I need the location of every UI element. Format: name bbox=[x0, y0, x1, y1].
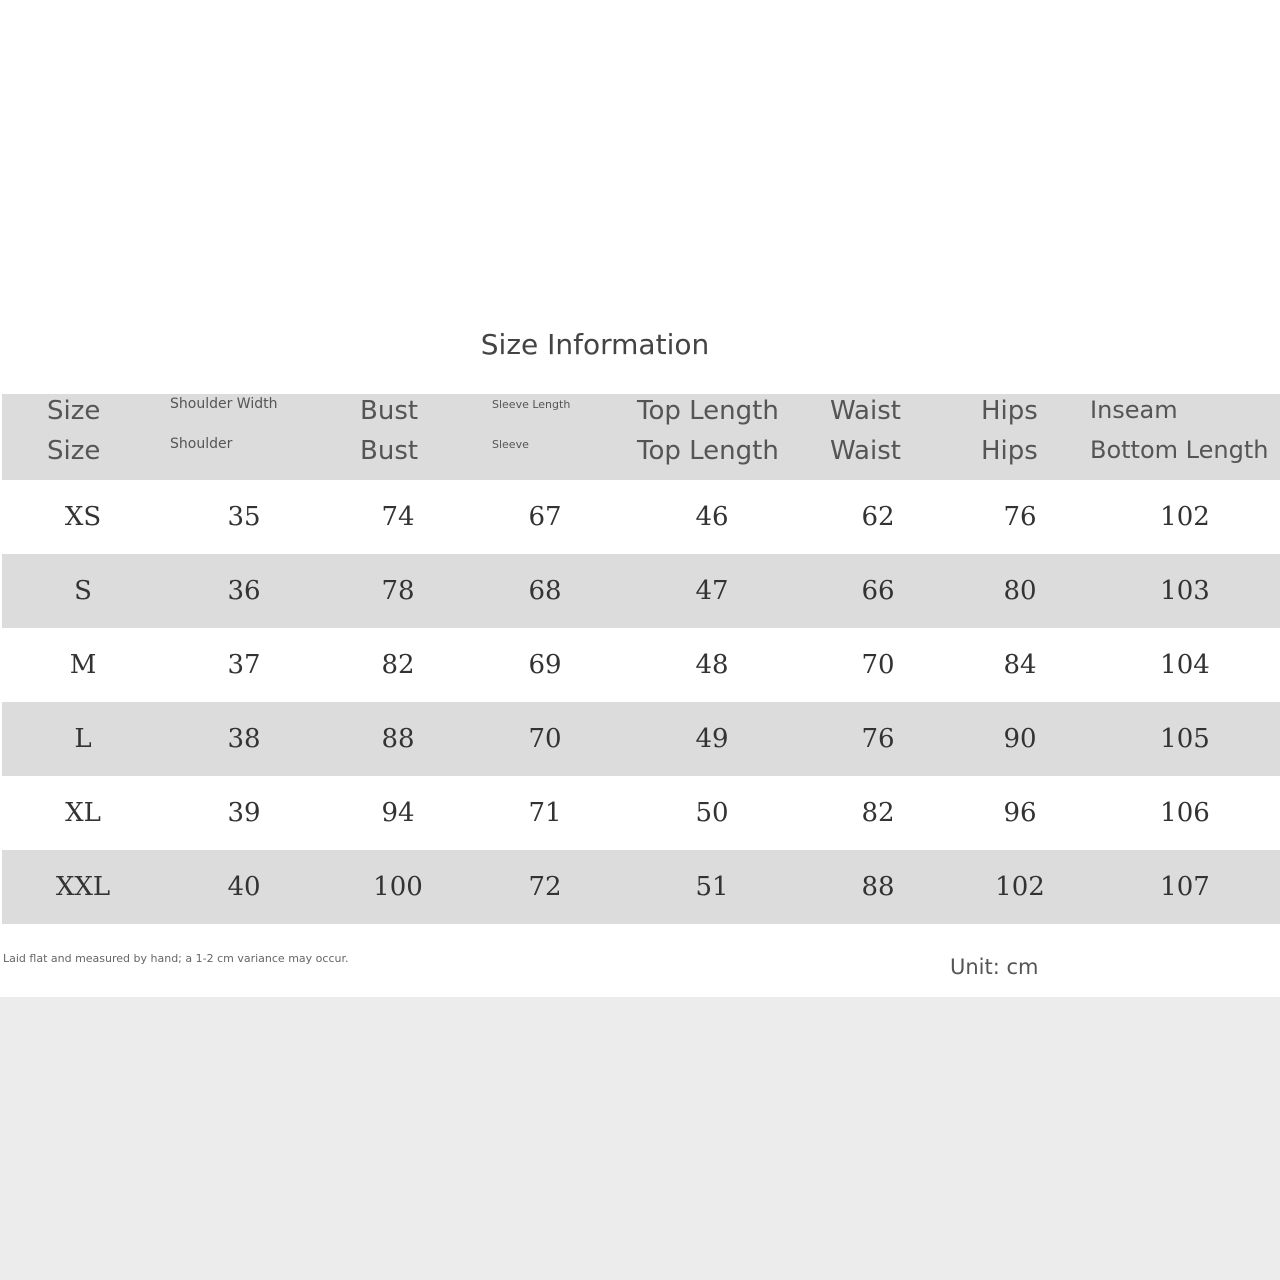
table-row bbox=[2, 480, 1280, 554]
cell-top-length: 47 bbox=[695, 576, 729, 606]
bottom-gray-area bbox=[0, 997, 1280, 1280]
cell-hips: 80 bbox=[1003, 576, 1037, 606]
header-line1: Waist bbox=[830, 396, 901, 426]
table-row bbox=[2, 776, 1280, 850]
cell-waist: 62 bbox=[861, 502, 895, 532]
header-line2: Bottom Length bbox=[1090, 436, 1269, 464]
header-line2: Hips bbox=[981, 436, 1038, 466]
cell-size: XL bbox=[65, 798, 101, 828]
header-line1: Shoulder Width bbox=[170, 396, 278, 412]
table-row bbox=[2, 554, 1280, 628]
cell-size: M bbox=[69, 650, 97, 680]
header-line2: Bust bbox=[360, 436, 419, 466]
cell-top-length: 49 bbox=[695, 724, 729, 754]
cell-waist: 76 bbox=[861, 724, 895, 754]
cell-sleeve: 68 bbox=[528, 576, 562, 606]
cell-shoulder: 35 bbox=[227, 502, 261, 532]
cell-sleeve: 69 bbox=[528, 650, 562, 680]
cell-top-length: 48 bbox=[695, 650, 729, 680]
cell-size: XS bbox=[64, 502, 102, 532]
cell-size: XXL bbox=[55, 872, 111, 902]
cell-top-length: 50 bbox=[695, 798, 729, 828]
table-header bbox=[2, 394, 1280, 480]
cell-size: S bbox=[74, 576, 92, 606]
cell-hips: 96 bbox=[1003, 798, 1037, 828]
header-line2: Top Length bbox=[637, 436, 779, 466]
table-row bbox=[2, 628, 1280, 702]
size-table bbox=[2, 394, 1280, 924]
cell-bust: 94 bbox=[381, 798, 415, 828]
cell-bust: 82 bbox=[381, 650, 415, 680]
cell-shoulder: 39 bbox=[227, 798, 261, 828]
cell-hips: 90 bbox=[1003, 724, 1037, 754]
cell-waist: 66 bbox=[861, 576, 895, 606]
header-line2: Sleeve bbox=[492, 438, 529, 451]
cell-waist: 88 bbox=[861, 872, 895, 902]
cell-top-length: 51 bbox=[695, 872, 729, 902]
cell-shoulder: 37 bbox=[227, 650, 261, 680]
header-line1: Size bbox=[47, 396, 101, 426]
cell-sleeve: 71 bbox=[528, 798, 562, 828]
cell-waist: 82 bbox=[861, 798, 895, 828]
cell-inseam: 104 bbox=[1160, 650, 1210, 680]
cell-inseam: 102 bbox=[1160, 502, 1210, 532]
cell-sleeve: 70 bbox=[528, 724, 562, 754]
cell-sleeve: 72 bbox=[528, 872, 562, 902]
cell-hips: 102 bbox=[995, 872, 1045, 902]
cell-waist: 70 bbox=[861, 650, 895, 680]
header-line1: Hips bbox=[981, 396, 1038, 426]
header-line1: Bust bbox=[360, 396, 419, 426]
cell-inseam: 103 bbox=[1160, 576, 1210, 606]
cell-top-length: 46 bbox=[695, 502, 729, 532]
cell-inseam: 106 bbox=[1160, 798, 1210, 828]
cell-inseam: 105 bbox=[1160, 724, 1210, 754]
header-line1: Inseam bbox=[1090, 396, 1178, 424]
top-blank-area bbox=[0, 0, 1280, 320]
cell-shoulder: 40 bbox=[227, 872, 261, 902]
table-row bbox=[2, 850, 1280, 924]
cell-hips: 84 bbox=[1003, 650, 1037, 680]
page-title: Size Information bbox=[480, 328, 710, 361]
header-line2: Shoulder bbox=[170, 436, 233, 452]
cell-shoulder: 36 bbox=[227, 576, 261, 606]
header-line1: Sleeve Length bbox=[492, 398, 571, 411]
cell-size: L bbox=[74, 724, 92, 754]
measurement-note: Laid flat and measured by hand; a 1-2 cm variance may occur. bbox=[3, 952, 349, 965]
cell-bust: 88 bbox=[381, 724, 415, 754]
cell-bust: 74 bbox=[381, 502, 415, 532]
header-line2: Waist bbox=[830, 436, 901, 466]
unit-label: Unit: cm bbox=[950, 955, 1039, 979]
table-row bbox=[2, 702, 1280, 776]
header-line1: Top Length bbox=[637, 396, 779, 426]
header-line2: Size bbox=[47, 436, 101, 466]
cell-hips: 76 bbox=[1003, 502, 1037, 532]
cell-bust: 100 bbox=[373, 872, 423, 902]
cell-sleeve: 67 bbox=[528, 502, 562, 532]
cell-shoulder: 38 bbox=[227, 724, 261, 754]
cell-bust: 78 bbox=[381, 576, 415, 606]
cell-inseam: 107 bbox=[1160, 872, 1210, 902]
